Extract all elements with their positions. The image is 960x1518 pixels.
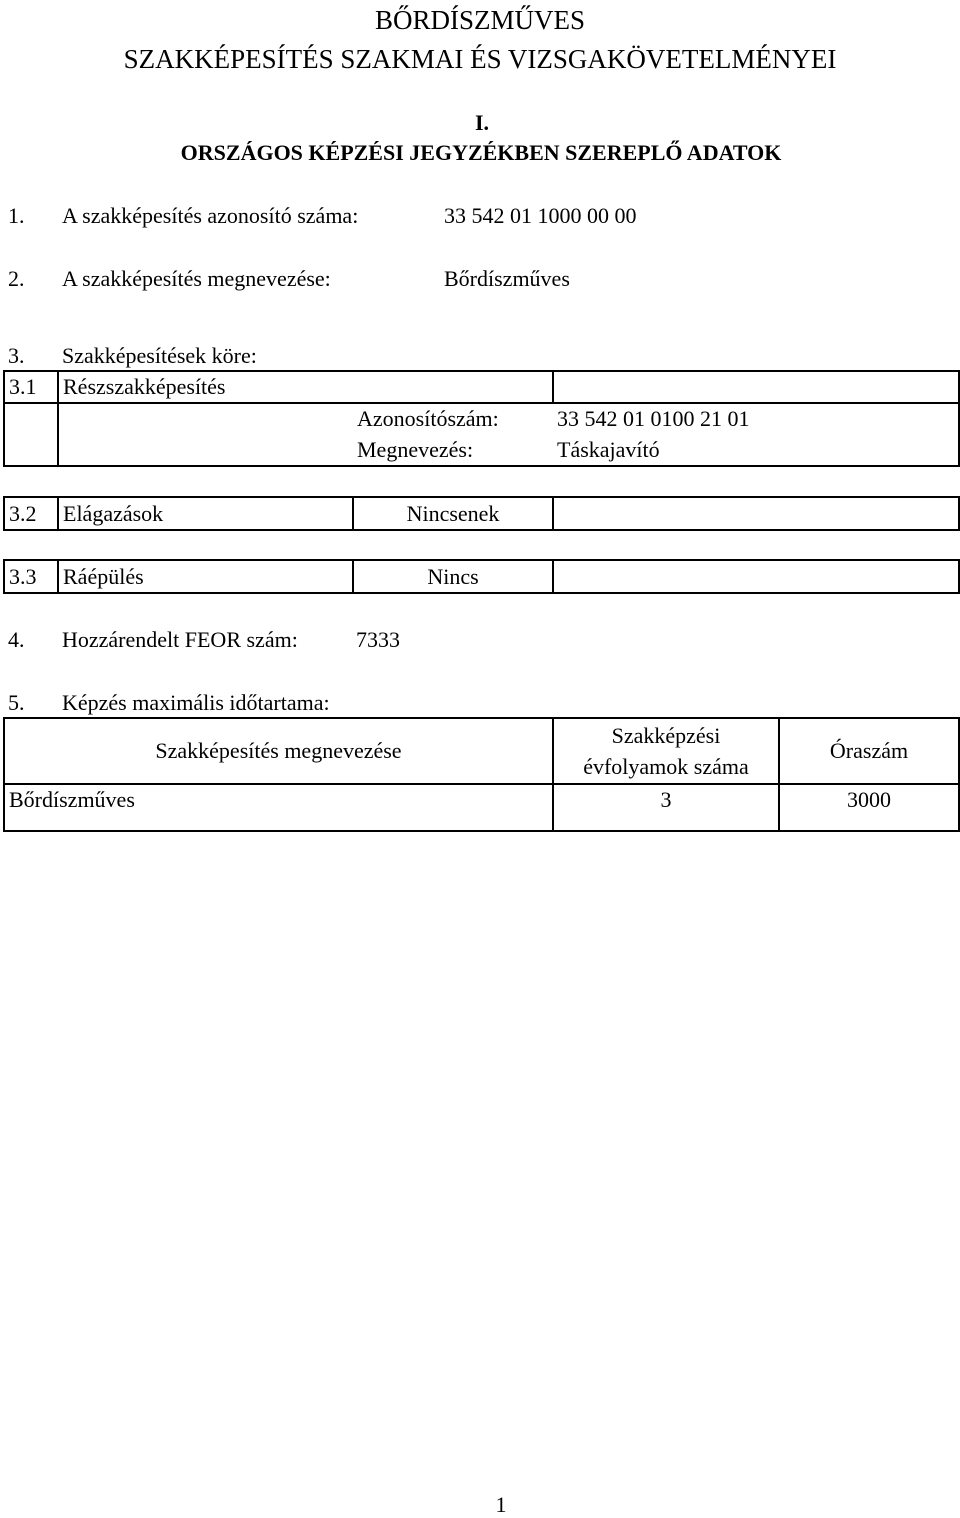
duration-header-name: Szakképesítés megnevezése xyxy=(4,718,553,784)
partial-qualification-table xyxy=(3,370,960,467)
duration-table xyxy=(3,717,960,832)
item-1-label: A szakképesítés azonosító száma: xyxy=(62,203,359,228)
duration-header-grades-line2: évfolyamok száma xyxy=(583,754,749,779)
superstructure-empty-cell xyxy=(553,560,959,593)
item-2-value: Bőrdíszműves xyxy=(444,266,570,291)
branches-label: Elágazások xyxy=(58,497,353,530)
partial-empty-cell xyxy=(4,403,58,434)
superstructure-value: Nincs xyxy=(353,560,553,593)
item-1-value: 33 542 01 1000 00 00 xyxy=(444,203,637,228)
duration-header-grades xyxy=(553,718,779,784)
partial-empty-cell xyxy=(553,371,959,403)
partial-empty-cell xyxy=(58,434,353,466)
superstructure-table xyxy=(3,559,960,594)
section-number: I. xyxy=(474,110,490,135)
document-title-line1: BŐRDÍSZMŰVES xyxy=(374,5,586,35)
page-number: 1 xyxy=(495,1492,507,1517)
partial-name-value: Táskajavító xyxy=(553,434,959,466)
partial-label: Részszakképesítés xyxy=(58,371,353,403)
section-heading: ORSZÁGOS KÉPZÉSI JEGYZÉKBEN SZEREPLŐ ADATOK xyxy=(180,140,782,165)
item-5-label: Képzés maximális időtartama: xyxy=(62,690,330,715)
branches-table xyxy=(3,496,960,531)
item-4-label: Hozzárendelt FEOR szám: xyxy=(62,627,298,652)
branches-value: Nincsenek xyxy=(353,497,553,530)
branches-empty-cell xyxy=(553,497,959,530)
branches-number: 3.2 xyxy=(4,497,58,530)
item-3-label: Szakképesítések köre: xyxy=(62,343,257,368)
partial-id-label: Azonosítószám: xyxy=(357,406,499,431)
document-title-line2: SZAKKÉPESÍTÉS SZAKMAI ÉS VIZSGAKÖVETELMÉNYEI xyxy=(123,44,837,74)
partial-empty-cell xyxy=(58,403,353,434)
partial-id-value: 33 542 01 0100 21 01 xyxy=(553,403,959,434)
partial-number: 3.1 xyxy=(4,371,58,403)
item-2-number: 2. xyxy=(8,266,25,291)
partial-empty-cell xyxy=(4,434,58,466)
partial-empty-cell xyxy=(353,371,553,403)
superstructure-number: 3.3 xyxy=(4,560,58,593)
duration-row-name: Bőrdíszműves xyxy=(4,784,553,831)
duration-header-hours: Óraszám xyxy=(779,718,959,784)
duration-header-grades-line1: Szakképzési xyxy=(611,723,721,748)
item-4-value: 7333 xyxy=(356,627,400,652)
item-5-number: 5. xyxy=(8,690,25,715)
item-2-label: A szakképesítés megnevezése: xyxy=(62,266,331,291)
duration-row-hours: 3000 xyxy=(779,784,959,831)
item-3-number: 3. xyxy=(8,343,25,368)
partial-name-label: Megnevezés: xyxy=(353,434,553,466)
item-1-number: 1. xyxy=(8,203,25,228)
superstructure-label: Ráépülés xyxy=(58,560,353,593)
item-4-number: 4. xyxy=(8,627,25,652)
duration-row-grades: 3 xyxy=(553,784,779,831)
